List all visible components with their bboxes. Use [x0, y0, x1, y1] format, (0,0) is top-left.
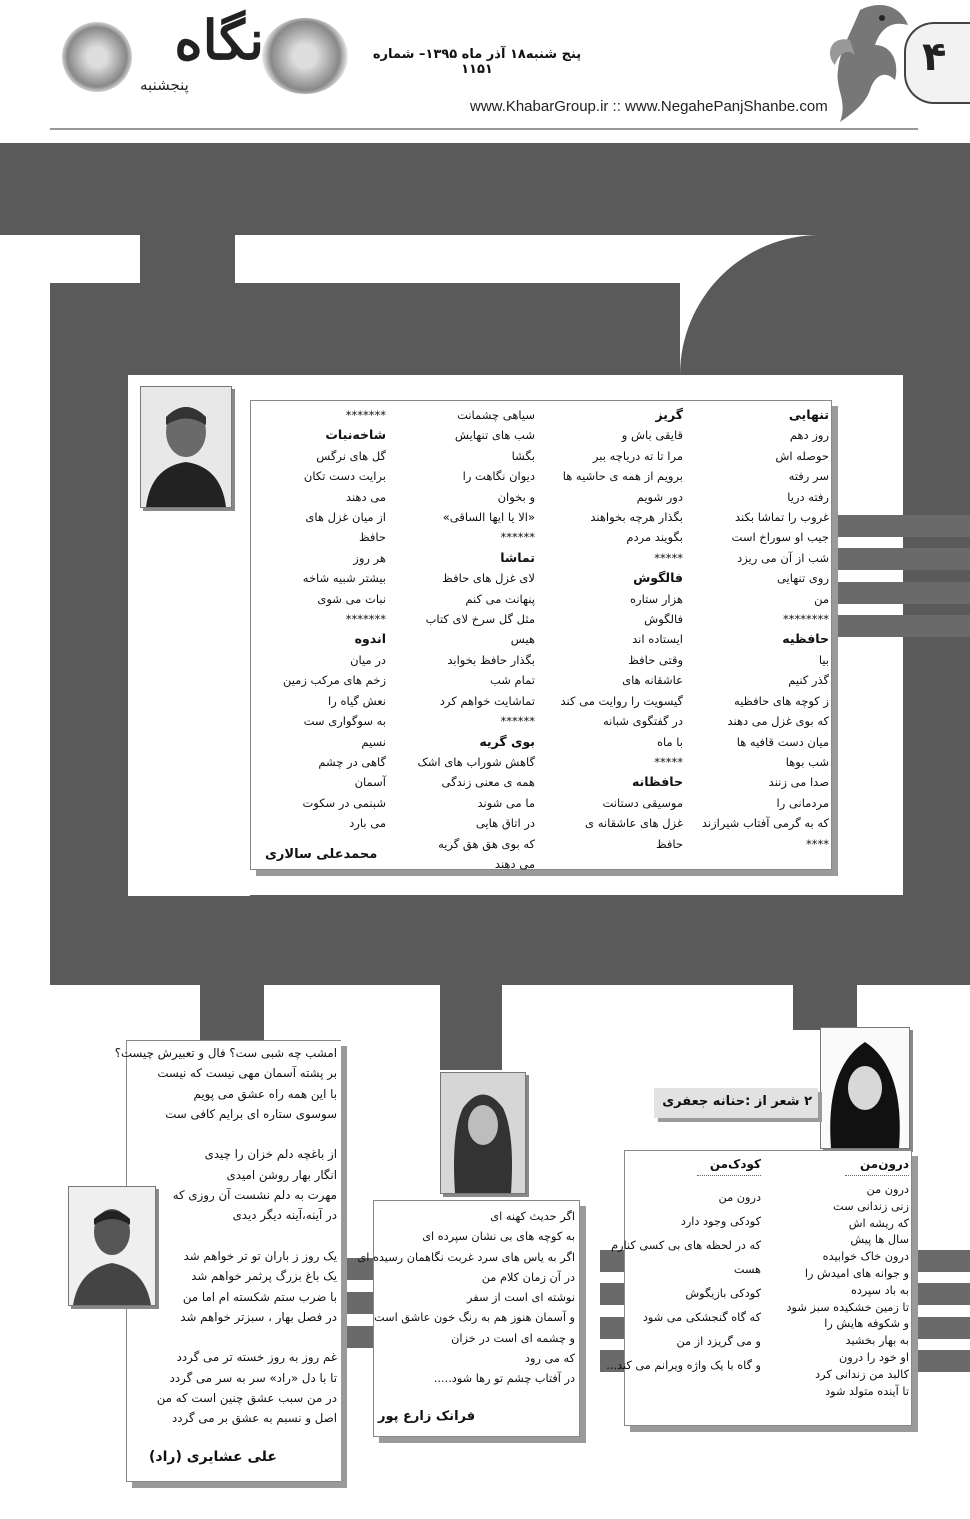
poem-line	[127, 1124, 337, 1144]
poem-line: هیس	[510, 632, 535, 647]
poem-line	[127, 1226, 337, 1246]
ashayeri-author: علی عشایری (راد)	[149, 1449, 277, 1465]
poem-line: دور شویم	[636, 489, 683, 504]
poem-line: درون خاک خوابیده	[822, 1250, 909, 1264]
poem-line: من	[814, 591, 829, 606]
middle-ornament	[262, 18, 348, 94]
zarepour-author: فرانک زارع پور	[378, 1409, 476, 1424]
poem-line: در آینه،آینه دیگر دیدی	[232, 1208, 337, 1223]
poem-line: شب از آن می ریزد	[737, 550, 829, 565]
frame-top-band	[0, 143, 970, 235]
poem-line: روز دهم	[789, 428, 829, 443]
poem-line: بیا	[818, 652, 829, 667]
person-silhouette-icon	[821, 1028, 909, 1148]
poem-title: حافظانه	[631, 774, 683, 790]
zarepour-poem	[357, 1207, 575, 1390]
poem-line: که بوی غزل می دهند	[727, 714, 829, 729]
poem-line: لای غزل های حافظ	[442, 571, 535, 586]
poem-line: کودکی بازیگوش	[685, 1287, 761, 1300]
poem-line: و می گریزد از من	[676, 1335, 761, 1348]
zarepour-poem-card	[357, 1200, 580, 1437]
poem-line: «الا یا ایها الساقی»	[442, 510, 535, 525]
bird-emblem	[820, 0, 915, 125]
poem-line: دیوان نگاهت را	[462, 469, 535, 484]
poem-line: اگر حدیث کهنه ای	[490, 1210, 575, 1223]
poem-line: بگویند مردم	[626, 530, 683, 545]
poem-line: و بخوان	[497, 489, 535, 504]
poem-line: درون من	[866, 1183, 909, 1196]
poem-line: جیب او سوراخ است	[731, 530, 829, 545]
poem-line: امشب چه شبی ست؟ فال و تعبیرش چیست؟	[114, 1046, 337, 1060]
header	[0, 0, 970, 135]
poem-line: با ماه	[656, 734, 683, 749]
ashayeri-poem	[114, 1043, 337, 1429]
poem-line: گاهی در چشم	[318, 754, 386, 769]
frame-notch	[140, 235, 235, 283]
salari-col-1	[694, 405, 829, 854]
poem-line: با ضرب ستم شکسته ام اما من	[182, 1289, 337, 1304]
poem-line: حوصله اش	[775, 448, 829, 463]
poem-line: غزل های عاشقانه ی	[585, 816, 683, 831]
poem-line: مرا تا ته دریاچه ببر	[592, 448, 683, 463]
poem-line: اصل و نسبم به عشق بر می گردد	[172, 1411, 337, 1426]
poem-line: نعش گیاه را	[328, 693, 386, 708]
poem-line: که گاه گنجشکی می شود	[642, 1311, 761, 1324]
poem-line: ********	[783, 612, 829, 627]
jafari-heading: ۲ شعر از :حنانه جعفری	[662, 1094, 812, 1109]
poem-title: گریز	[655, 407, 683, 422]
poem-line	[127, 1327, 337, 1347]
poem-line: او خود را درون	[838, 1350, 909, 1364]
poem-line: گذر کنیم	[788, 673, 829, 688]
poem-line: و جوانه های امیدش را	[804, 1266, 909, 1280]
salari-author: محمدعلی سالاری	[265, 847, 378, 862]
poem-line: در میان	[350, 652, 386, 667]
poem-line: شب بوها	[785, 754, 829, 769]
person-silhouette-icon	[69, 1187, 155, 1305]
poem-line: در گفتگوی شبانه	[602, 714, 683, 729]
poem-line: در من سبب عشق چنین است که من	[156, 1391, 337, 1406]
poem-line: زخم های مرکب زمین	[282, 673, 386, 688]
poem-title: فالگوش	[633, 570, 683, 586]
website-urls: www.KhabarGroup.ir :: www.NegahePanjShanbe.com	[470, 98, 828, 115]
salari-poems-card	[250, 400, 832, 870]
poem-line: کالبد من زندانی کرد	[815, 1367, 909, 1381]
poem-line: همه ی معنی زندگی	[441, 775, 535, 790]
poem-line: در فصل بهار ، سبزتر خواهم شد	[180, 1309, 337, 1324]
poem-line: وقتی حافظ	[628, 652, 683, 667]
poem-line: میان دست قافیه ها	[736, 734, 829, 749]
poem-line: هر روز	[353, 550, 386, 565]
poem-line: تماشایت خواهم کرد	[439, 693, 535, 708]
poem-line: *******	[345, 612, 386, 627]
poem-line: حافظ	[655, 836, 683, 851]
poem-line: هزار ستاره	[629, 591, 683, 606]
poem-line: پنهانت می کنم	[465, 591, 535, 606]
poem-line: بگشا	[511, 448, 535, 463]
ashayeri-poem-card	[114, 1040, 341, 1482]
title-underline	[697, 1175, 761, 1176]
poem-line: عاشقانه های	[622, 673, 683, 688]
poem-body	[606, 1186, 761, 1378]
poem-line: به بهار بخشید	[845, 1334, 909, 1348]
poem-line: بگذار هرچه بخواهند	[590, 510, 683, 525]
poem-title: اندوه	[354, 631, 386, 647]
connector-mid	[440, 985, 502, 1070]
poem-line: غروب را تماشا بکند	[734, 510, 829, 525]
poem-line: روی تنهایی	[776, 571, 829, 586]
left-ornament	[62, 22, 132, 92]
poem-title: حافظیه	[782, 631, 829, 647]
poem-line: نوشته ای است از سفر	[467, 1291, 575, 1305]
poem-line: گل های نرگس	[316, 448, 386, 463]
person-silhouette-icon	[441, 1073, 525, 1193]
poem-line: برویم از همه ی حاشیه ها	[562, 469, 683, 484]
frame-bottom-band	[50, 895, 970, 985]
frame-left-top	[0, 235, 140, 283]
poem-line: صدا می زنند	[768, 775, 829, 790]
poem-line: فالگوش	[644, 612, 683, 627]
poem-line: و گاه با یک واژه ویرانم می کند...	[606, 1359, 761, 1372]
poem-line: در آفتاب چشم تو رها شود.....	[433, 1372, 575, 1386]
poem-line: با این همه راه عشق می پویم	[193, 1086, 337, 1101]
frame-right-column	[903, 375, 970, 985]
poem-line: تا آینده متولد شود	[825, 1384, 909, 1398]
poem-line: می دهند	[345, 489, 386, 504]
poem-line: بگذار حافظ بخوابد	[447, 652, 535, 667]
poem-line: زنی زندانی ست	[833, 1199, 909, 1213]
logo-subtitle: پنجشنبه	[140, 76, 189, 94]
poem-line: می بارد	[349, 816, 386, 831]
poem-line: مثل گل سرخ لای کتاب	[425, 612, 535, 627]
logo	[140, 8, 270, 103]
poem-line: و چشمه ای است در خزان	[451, 1331, 575, 1345]
poem-title: بوی گریه	[479, 733, 535, 749]
page-number: ۴	[922, 34, 947, 80]
connector-right	[793, 985, 857, 1030]
connector-left	[200, 985, 264, 1040]
poem-line: مردمانی را	[776, 795, 829, 810]
poem-line: اگر به یاس های سرد غربت نگاهمان رسیده ای	[357, 1250, 575, 1264]
poem-line: که می رود	[524, 1352, 575, 1366]
ashayeri-photo	[68, 1186, 156, 1306]
poem-line: ****	[806, 836, 829, 851]
poem-line: سوسوی ستاره ای برایم کافی ست	[165, 1106, 337, 1121]
person-silhouette-icon	[141, 387, 231, 507]
poem-line: تا با دل «راد» سر به سر می گردد	[169, 1370, 337, 1385]
poem-line: به سوگواری ست	[303, 714, 386, 729]
issue-line: پنج شنبه۱۸ آذر ماه ۱۳۹۵– شماره ۱۱۵۱	[372, 47, 582, 77]
poem-line: شب های تنهایش	[454, 428, 535, 443]
poem-line: شبنمی در سکوت	[302, 795, 386, 810]
salari-photo	[140, 386, 232, 508]
poem-title: تماشا	[500, 549, 535, 565]
poem-line: یک باغ بزرگ پرثمر خواهم شد	[191, 1269, 337, 1284]
poem-line: گیسویت را روایت می کند	[560, 693, 683, 708]
poem-line: بر پشته آسمان مهی نیست که نیست	[157, 1066, 337, 1081]
poem-line: ******	[500, 530, 535, 545]
salari-col-4	[256, 405, 386, 834]
poem-line: که بوی هق هق گریه	[438, 836, 535, 851]
poem-line: ******	[500, 714, 535, 729]
poem-line: ز کوچه های حافظیه	[734, 693, 829, 708]
poem-line: ایستاده اند	[632, 632, 683, 647]
title-underline	[845, 1175, 909, 1176]
poem-line: در آن زمان کلام من	[481, 1270, 575, 1284]
logo-title: نگاه	[174, 8, 264, 72]
poem-line: به کوچه های بی نشان سپرده ای	[422, 1230, 575, 1244]
poem-line: قایقی باش و	[621, 428, 683, 443]
poem-line: که به گرمی آفتاب شیرازند	[701, 816, 829, 831]
poem-line: نسیم	[361, 734, 386, 749]
poem-title: کودک‌من	[709, 1157, 761, 1171]
zarepour-photo	[440, 1072, 526, 1194]
poem-line: موسیقی دستانت	[602, 795, 683, 810]
poem-line: *****	[654, 550, 683, 565]
poem-line: تا زمین خشکیده سبز شود	[786, 1300, 909, 1314]
jafari-poems-card	[606, 1150, 912, 1426]
salari-col-3	[395, 405, 535, 874]
poem-title: درون‌من	[860, 1157, 909, 1171]
poem-line: برایت دست تکان	[303, 469, 386, 484]
salari-col-2	[548, 405, 683, 854]
poem-line: نبات می شوی	[317, 591, 386, 606]
header-rule	[50, 128, 918, 130]
poem-line: *******	[345, 408, 386, 422]
poem-title: تنهایی	[788, 407, 829, 422]
jafari-poem1	[777, 1157, 909, 1400]
poem-line: از باغچه دلم خزان را چیدی	[204, 1147, 337, 1162]
poem-line: هست	[733, 1263, 761, 1276]
poem-line: درون من	[718, 1191, 761, 1204]
poem-body	[777, 1182, 909, 1400]
poem-line: آسمان	[354, 775, 386, 790]
poem-line: که ریشه اش	[848, 1216, 909, 1230]
poem-line: سر رفته	[788, 469, 829, 484]
poem-line: که در لحظه های بی کسی کنارم	[611, 1239, 761, 1252]
poem-line: غم روز به روز خسته تر می گردد	[176, 1350, 337, 1365]
poem-line: ما می شوند	[477, 795, 535, 810]
frame-left-column	[50, 375, 128, 985]
poem-line: در اتاق هایی	[475, 816, 535, 831]
poem-line: انگار بهار روشن امیدی	[226, 1167, 337, 1182]
page-number-box	[904, 22, 970, 104]
poem-line: سیاهی چشمانت	[457, 408, 535, 422]
poem-line: کودکی وجود دارد	[680, 1215, 761, 1228]
poem-title: شاخه‌نبات	[325, 427, 386, 443]
poem-line: رفته دریا	[787, 489, 829, 504]
poem-line: و شکوفه هایش را	[824, 1317, 909, 1331]
poem-line: بیشتر شبیه شاخه	[302, 571, 386, 586]
poem-line: می دهند	[494, 856, 535, 871]
poem-line: مهرت به دلم نشست آن روزی که	[172, 1188, 337, 1203]
poem-line: حافظ	[358, 530, 386, 545]
poem-line: از میان غزل های	[305, 510, 386, 525]
poem-line: و آسمان هنوز هم به رنگ خون عاشق است	[374, 1311, 575, 1325]
poem-line: گاهش شوراب های اشک	[417, 754, 535, 769]
poem-line: به باد سپرده	[850, 1283, 909, 1297]
poem-line: *****	[654, 754, 683, 769]
jafari-photo	[820, 1027, 910, 1149]
jafari-heading-box	[654, 1088, 818, 1118]
jafari-poem2	[606, 1157, 761, 1378]
poem-line: سال ها پیش	[850, 1233, 909, 1247]
poem-line: تمام شب	[489, 673, 535, 688]
poem-line: یک روز ز باران تو تر خواهم شد	[183, 1248, 337, 1263]
